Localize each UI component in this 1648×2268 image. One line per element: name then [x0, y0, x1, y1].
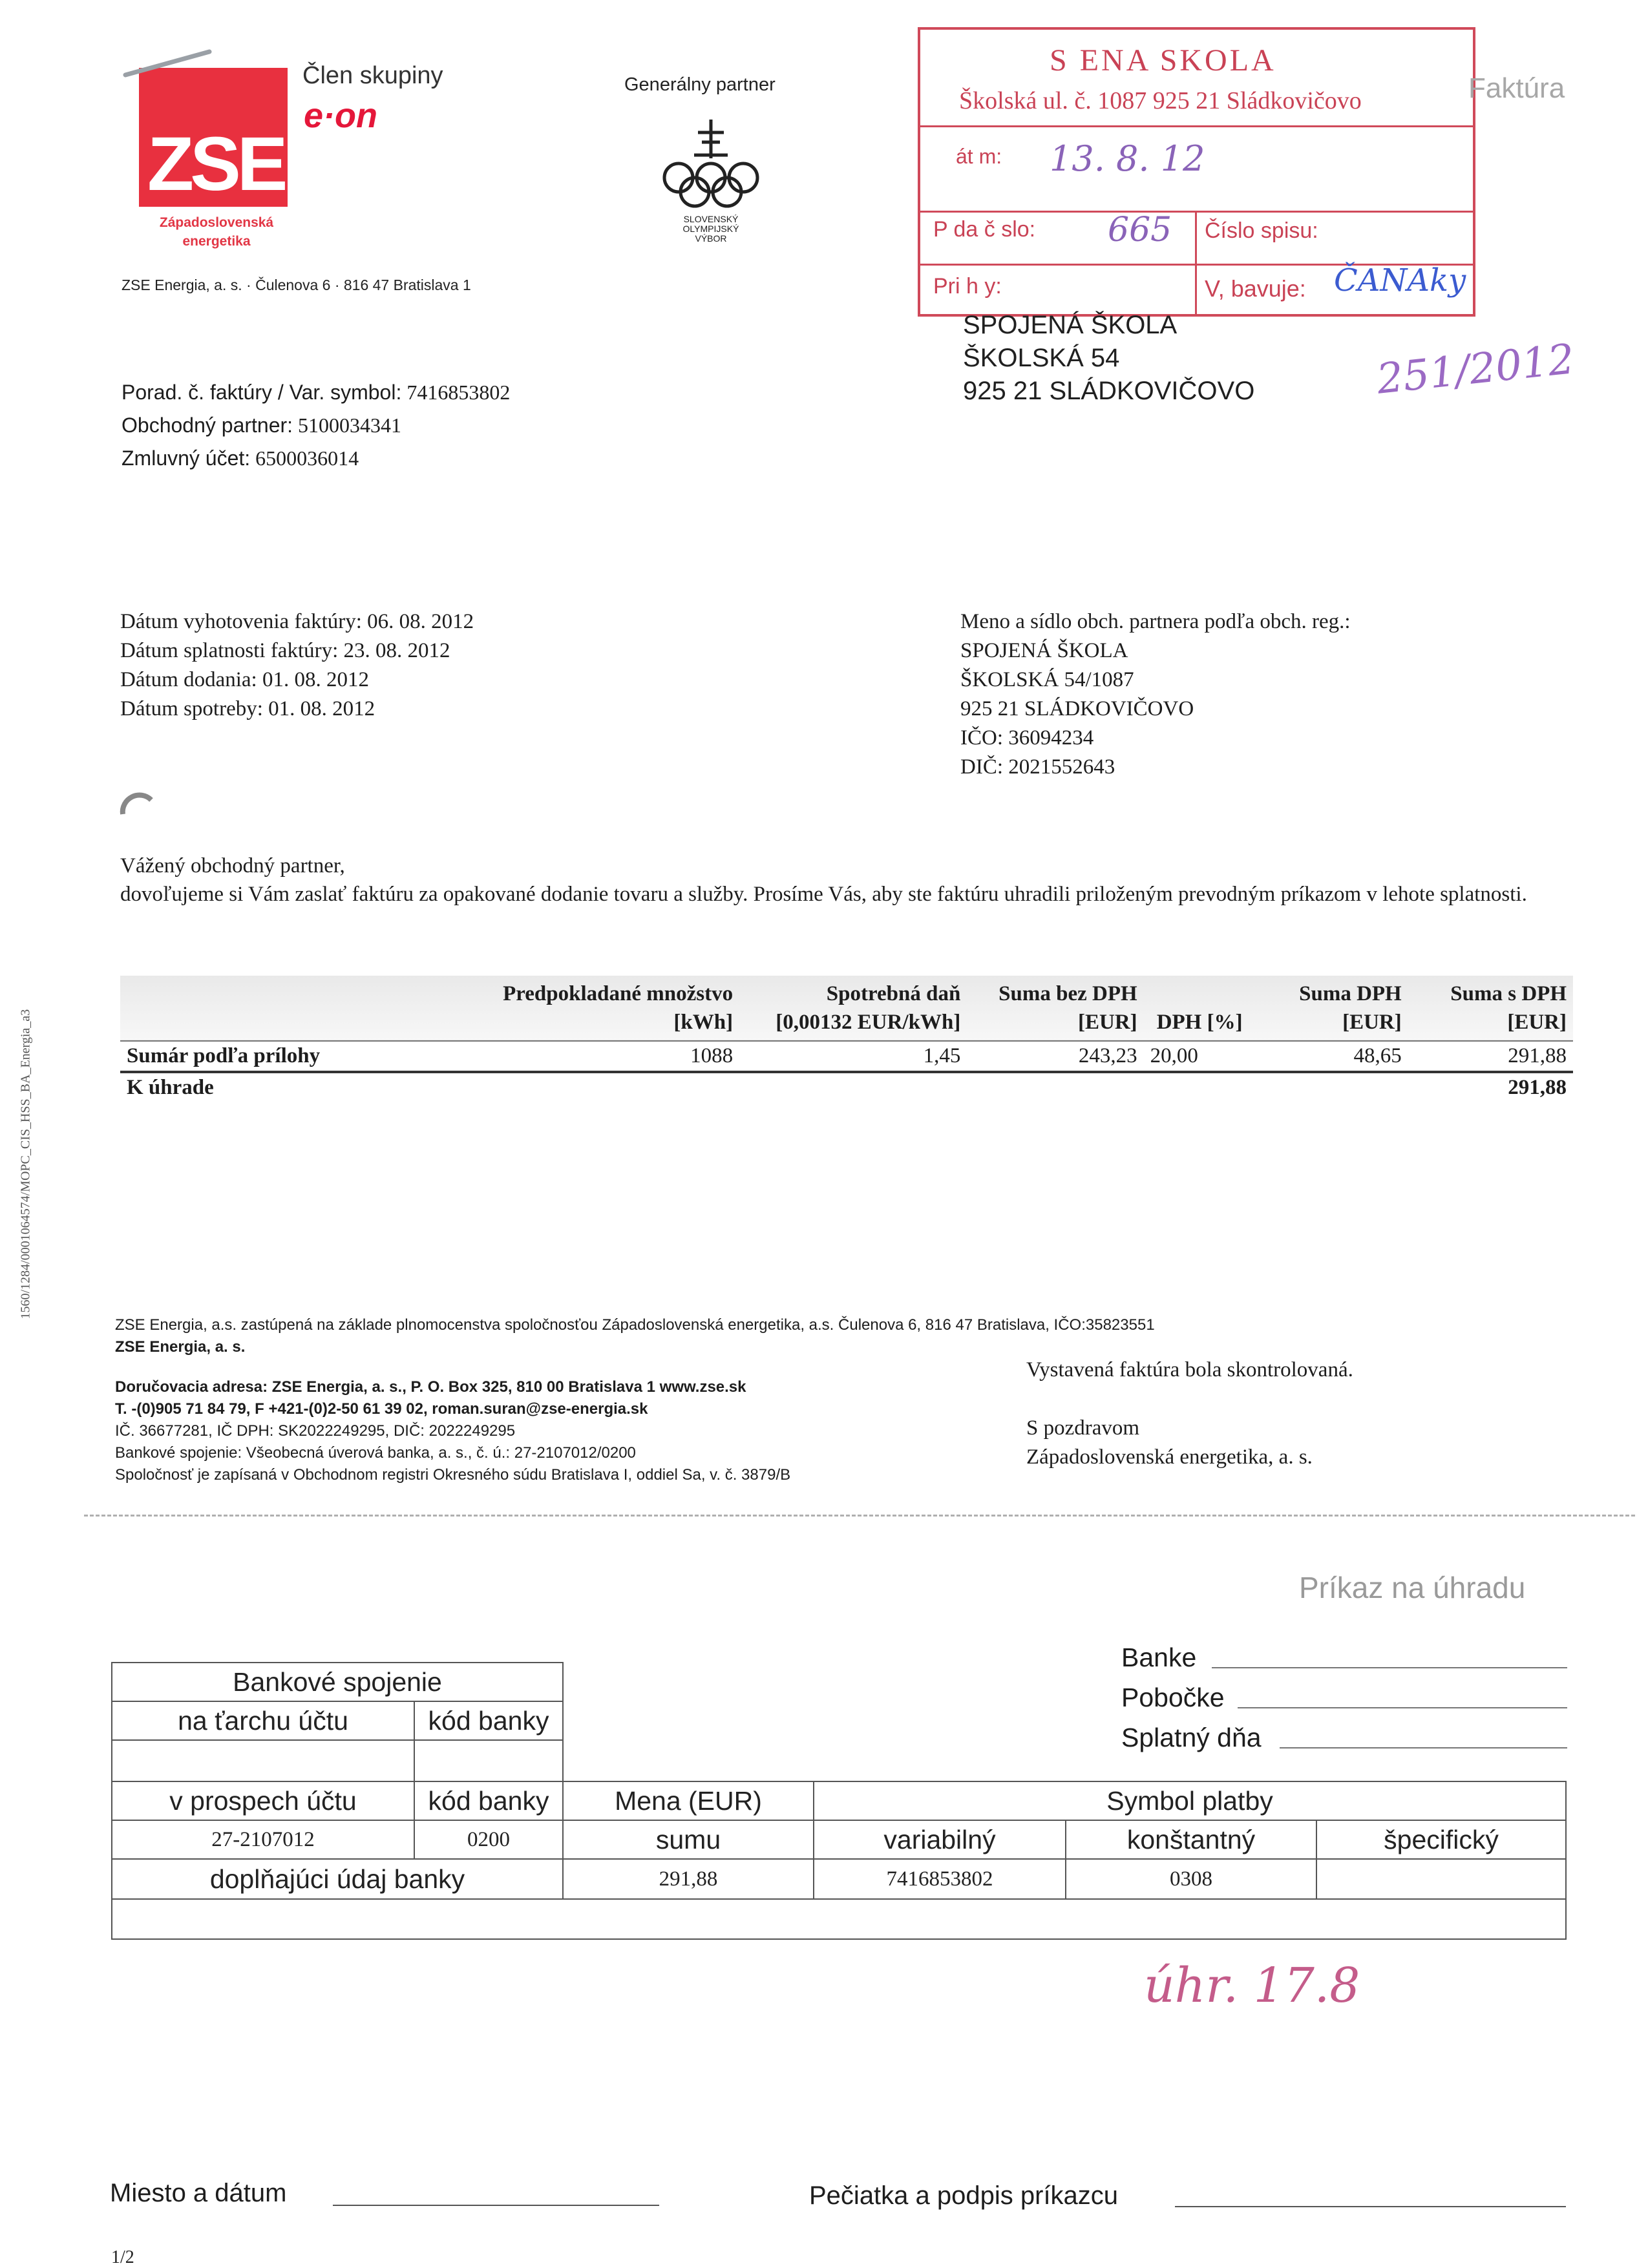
sum-value: 291,88 [562, 1858, 814, 1900]
document-type-label: Faktúra [1468, 72, 1565, 104]
sender-address: ZSE Energia, a. s. · Čulenova 6 · 816 47 Bratislava 1 [121, 277, 471, 293]
logo-pin-icon [123, 47, 213, 85]
stamp-attachments-label: Pri h y: [933, 274, 1002, 299]
credit-bank-code-value: 0200 [414, 1820, 564, 1860]
constant-symbol-value: 0308 [1065, 1858, 1317, 1900]
side-code: 1560/1284/0001064574/MOPC_CIS_HSS_BA_Energia_a3 [18, 1009, 33, 1319]
constant-symbol-label: konštantný [1065, 1820, 1317, 1860]
eon-brand: e·on [304, 96, 377, 135]
handwritten-payment-note: úhr. 17.8 [1144, 1958, 1360, 2013]
olympic-committee-logo: SLOVENSKÝ OLYMPIJSKÝ VÝBOR [646, 107, 776, 268]
debit-bank-code-field[interactable] [414, 1739, 564, 1782]
stamp-reg-value: 665 [1108, 211, 1172, 249]
company-footer: ZSE Energia, a.s. zastúpená na základe plnomocenstva spoločnosťou Západoslovenská energetika, a.s. Čulenova 6, 816 47 Bratislava, IČO:35823551 ZSE Energia, a. s. Doručovacia adresa: ZSE Energia, a. s., P. O. Box 325, 810 00 Bratislava 1 www.zse.sk T. -(0)905 71 84 79, F +421-(0)2-50 61 39 02, roman.suran@zse-energia.sk IČ. 36677281, IČ DPH: SK2022249295, DIČ: 2022249295 Bankové spojenie: Všeobecná úverová banka, a. s., č. ú.: 27-2107012/0200 Spoločnosť je zapísaná v Obchodnom registri Okresného súdu Bratislava I, oddiel Sa, v. č. 3879/B [115, 1316, 1155, 1484]
currency-label: Mena (EUR) [562, 1781, 814, 1821]
stamp-date-value: 13. 8. 12 [1050, 138, 1205, 179]
credit-account-value: 27-2107012 [111, 1820, 415, 1860]
stamp-address: Školská ul. č. 1087 925 21 Sládkovičovo [959, 87, 1362, 114]
additional-data-field[interactable] [111, 1898, 1567, 1940]
payment-order-title: Príkaz na úhradu [1299, 1571, 1526, 1604]
col-vat-rate: DPH [%] [1156, 1011, 1243, 1034]
sum-label: sumu [562, 1820, 814, 1860]
bank-connection-header: Bankové spojenie [111, 1662, 564, 1702]
payment-symbol-header: Symbol platby [813, 1781, 1567, 1821]
registry-stamp [918, 27, 1475, 317]
closing-note: Vystavená faktúra bola skontrolovaná. S pozdravom Západoslovenská energetika, a. s. [1026, 1358, 1353, 1469]
invoice-summary-table [120, 976, 1573, 1102]
col-sum-net: Suma bez DPH [EUR] [998, 982, 1137, 1034]
col-vat-sum: Suma DPH [EUR] [1299, 982, 1402, 1034]
additional-bank-data-label: doplňajúci údaj banky [111, 1858, 564, 1900]
stamp-school: S ENA SKOLA [1050, 43, 1276, 78]
stamp-handler-label: V, bavuje: [1205, 275, 1306, 302]
group-label: Člen skupiny [302, 62, 443, 89]
handwritten-reference: 251/2012 [1374, 335, 1577, 404]
debit-account-label: na ťarchu účtu [111, 1701, 415, 1741]
signature-line[interactable] [1175, 2206, 1566, 2207]
debit-account-field[interactable] [111, 1739, 415, 1782]
place-date-line[interactable] [333, 2205, 659, 2206]
variable-symbol-label: variabilný [813, 1820, 1066, 1860]
stamp-handler-signature: ČANAky [1334, 262, 1466, 299]
zse-logo-subtitle: Západoslovenská energetika [159, 215, 274, 249]
stamp-file-label: Číslo spisu: [1205, 218, 1318, 243]
signature-label: Pečiatka a podpis príkazcu [809, 2181, 1119, 2210]
credit-account-label: v prospech účtu [111, 1781, 415, 1821]
bank-fields: Banke Pobočke Splatný dňa [1121, 1637, 1567, 1758]
specific-symbol-label: špecifický [1316, 1820, 1567, 1860]
recipient-address: SPOJENÁ ŠKOLA ŠKOLSKÁ 54 925 21 SLÁDKOVIČOVO [963, 311, 1255, 405]
zse-logo-text: ZSE [147, 121, 284, 207]
total-row: K úhrade 291,88 [127, 1076, 1567, 1099]
table-row: Sumár podľa prílohy 1088 1,45 243,23 20,00 48,65 291,88 [120, 1041, 1573, 1072]
variable-symbol-value: 7416853802 [813, 1858, 1066, 1900]
specific-symbol-field[interactable] [1316, 1858, 1567, 1900]
stamp-date-label: át m: [956, 145, 1002, 168]
col-quantity: Predpokladané množstvo [kWh] [503, 982, 734, 1034]
place-date-label: Miesto a dátum [110, 2179, 287, 2207]
col-sum-gross: Suma s DPH [EUR] [1450, 982, 1567, 1034]
tear-line [84, 1515, 1635, 1517]
punch-hole-icon [116, 788, 158, 830]
debit-bank-code-label: kód banky [414, 1701, 564, 1741]
invoice-dates: Dátum vyhotovenia faktúry: 06. 08. 2012 Dátum splatnosti faktúry: 23. 08. 2012 Dátum dodania: 01. 08. 2012 Dátum spotreby: 01. 08. 2012 [120, 610, 474, 720]
greeting: Vážený obchodný partner, dovoľujeme si Vám zaslať faktúru za opakované dodanie tovaru a služby. Prosíme Vás, aby ste faktúru uhradili priloženým prevodným príkazom v lehote splatnosti. [120, 854, 1527, 906]
partner-details: Meno a sídlo obch. partnera podľa obch. reg.: SPOJENÁ ŠKOLA ŠKOLSKÁ 54/1087 925 21 SLÁDKOVIČOVO IČO: 36094234 DIČ: 2021552643 [960, 610, 1351, 779]
invoice-identifiers: Porad. č. faktúry / Var. symbol: 7416853802 Obchodný partner: 5100034341 Zmluvný účet: 6500036014 [121, 381, 511, 470]
col-excise: Spotrebná daň [0,00132 EUR/kWh] [776, 982, 961, 1034]
page-number: 1/2 [111, 2247, 134, 2267]
credit-bank-code-label: kód banky [414, 1781, 564, 1821]
general-partner-label: Generálny partner [624, 74, 776, 95]
stamp-reg-label: P da č slo: [933, 217, 1036, 242]
